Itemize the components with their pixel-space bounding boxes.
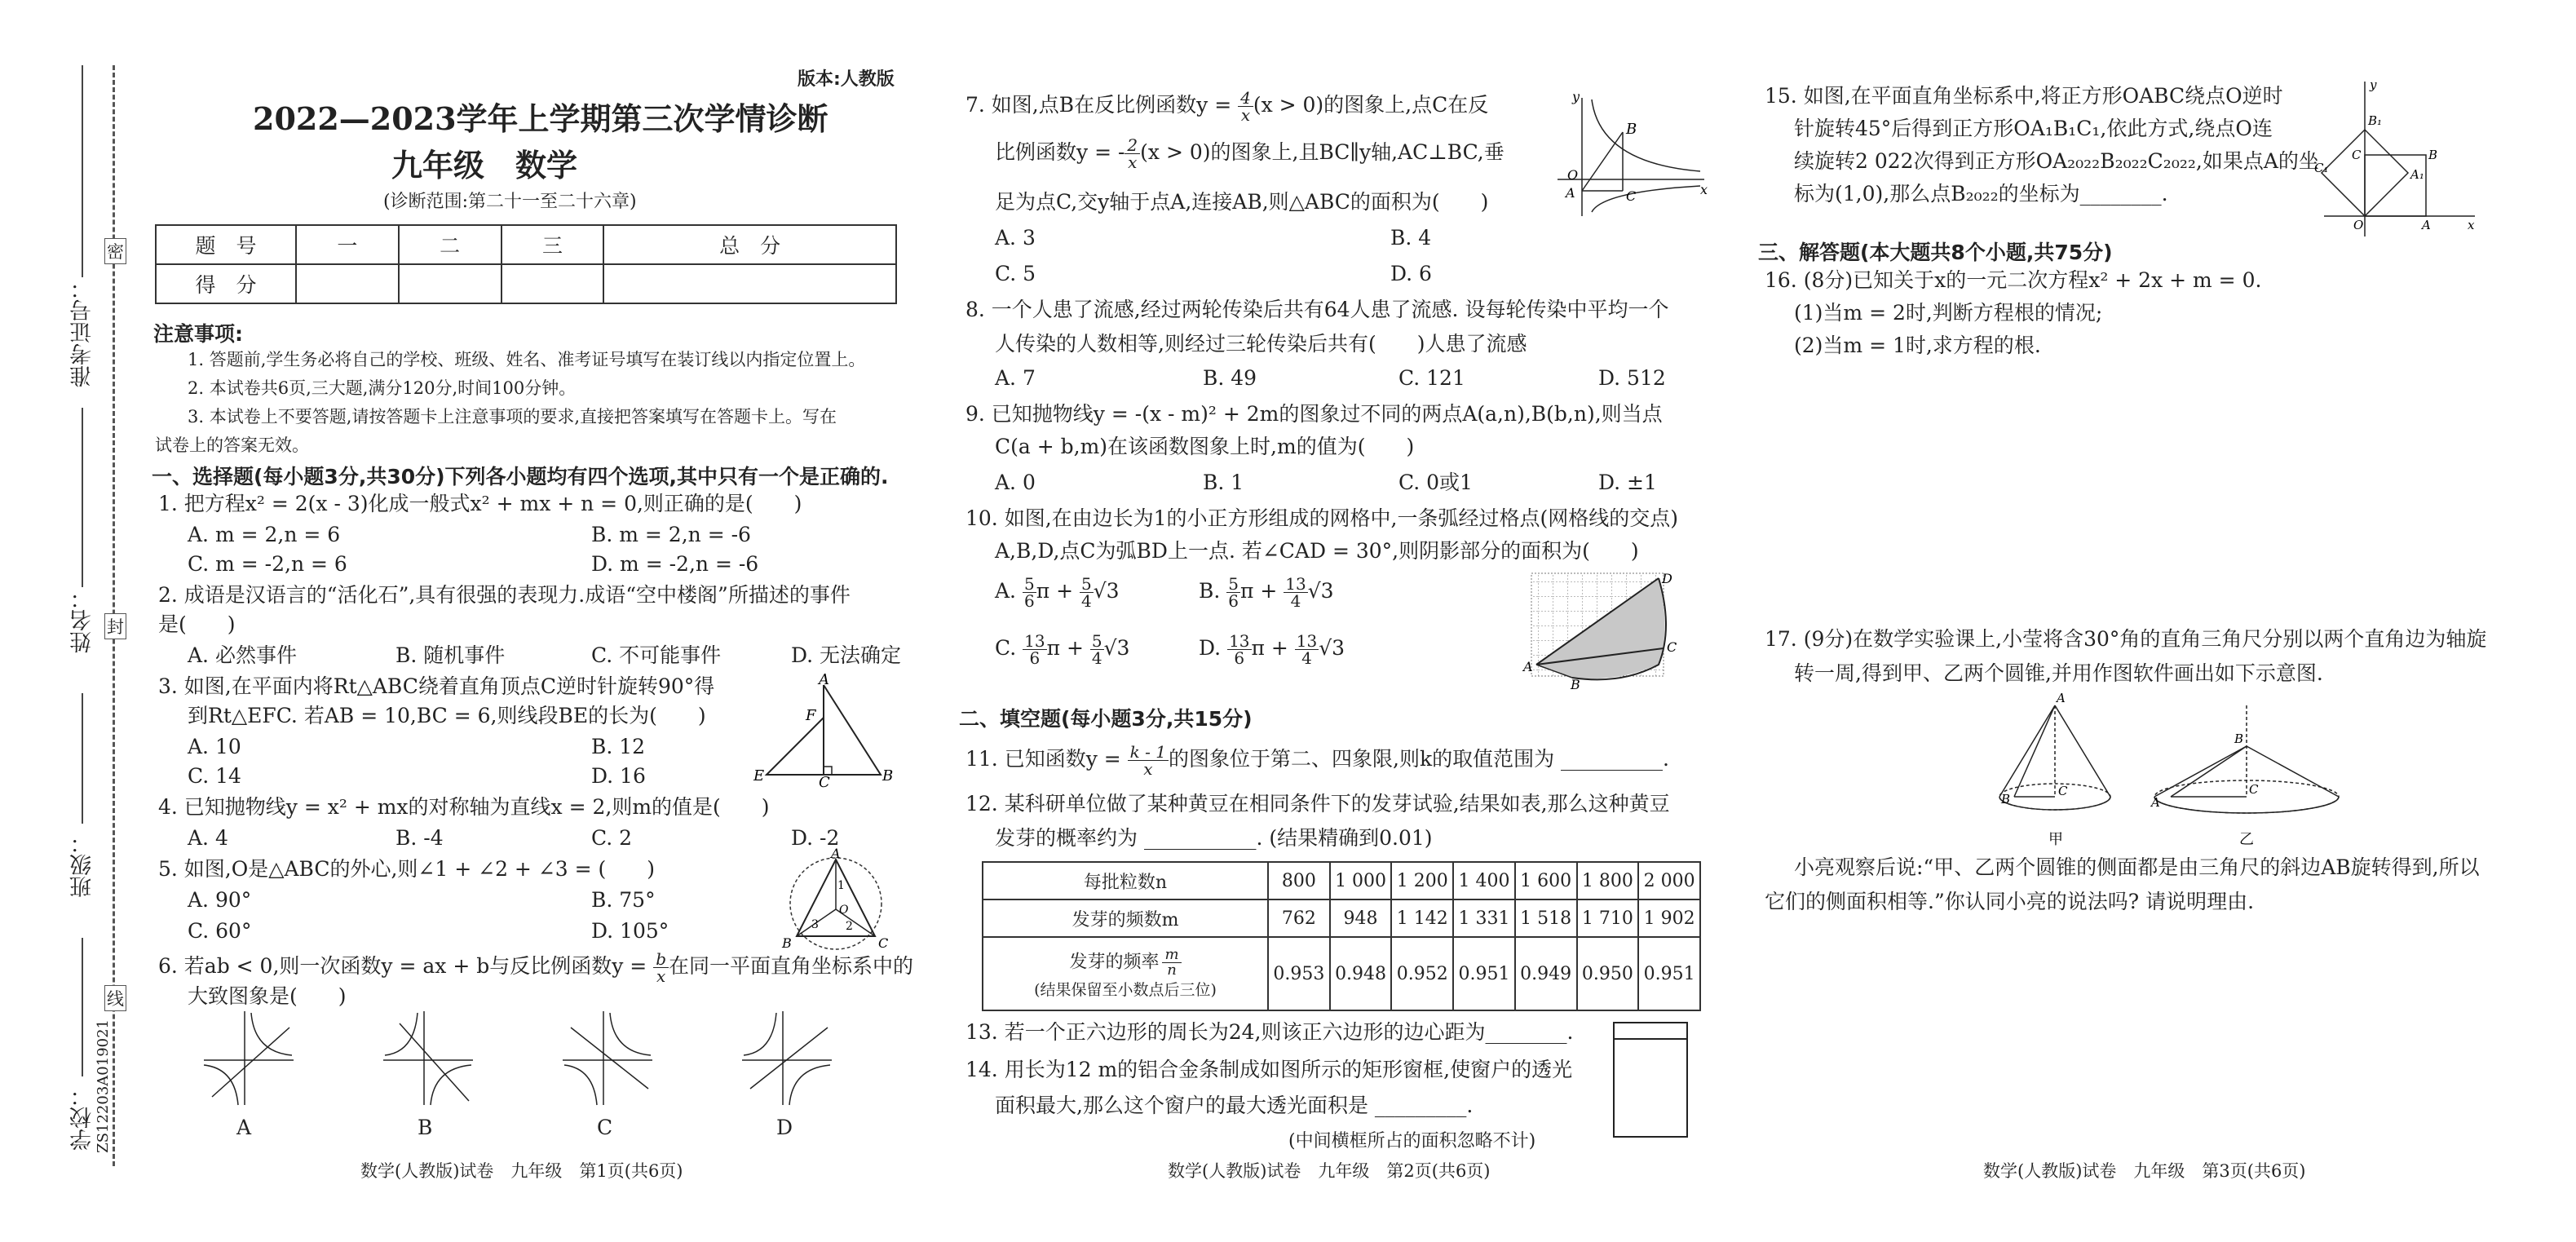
sidebar-underline-2	[82, 408, 83, 587]
q7-label-c: C	[1626, 188, 1637, 204]
q12-line-1: 12. 某科研单位做了某种黄豆在相同条件下的发芽试验,结果如表,那么这种黄豆	[965, 792, 1670, 815]
q6-graph-b	[383, 1011, 473, 1105]
q6-stem-1	[158, 951, 913, 984]
q10-opt-c	[995, 633, 1129, 666]
q15-figure	[2316, 77, 2479, 241]
q15-label-b: B	[2428, 148, 2438, 162]
page-1	[147, 0, 914, 1242]
q3-label-e: E	[753, 767, 765, 785]
q10-opt-letter: B.	[1199, 579, 1221, 603]
score-cell: 二	[399, 225, 502, 264]
q4-opt-b: B. -4	[395, 826, 444, 850]
cone-jia-label-b: B	[2001, 792, 2011, 807]
q2-stem-1: 2. 成语是汉语言的“活化石”,具有很强的表现力.成语“空中楼阁”所描述的事件	[158, 583, 851, 607]
q11-line	[965, 744, 1669, 777]
q4-opt-a: A. 4	[188, 826, 228, 850]
q10-frac-num: 13	[1229, 631, 1250, 651]
q16-line-3: (2)当m = 1时,求方程的根.	[1794, 334, 2041, 357]
q7-text: (x > 0)的图象上,且BC∥y轴,AC⊥BC,垂	[1140, 140, 1505, 164]
q10-frac-den: 4	[1301, 648, 1312, 668]
q10-frac-num: 5	[1080, 574, 1092, 594]
q8-line-1: 8. 一个人患了流感,经过两轮传染后共有64人患了流感. 设每轮传染中平均一个	[965, 298, 1669, 321]
q6-label-d: D	[776, 1116, 793, 1139]
table-cell: 0.952	[1391, 937, 1453, 1010]
q10-frac	[1090, 633, 1104, 666]
q8-opt-a: A. 7	[995, 366, 1036, 390]
table-cell: 2 000	[1638, 862, 1700, 899]
q10-frac-den: 4	[1290, 591, 1301, 611]
cone-jia-label-c: C	[2058, 784, 2068, 798]
q9-opt-c: C. 0或1	[1398, 471, 1473, 494]
q10-frac-den: 6	[1023, 591, 1035, 611]
q5-opt-b: B. 75°	[591, 888, 656, 912]
table-cell: 0.951	[1638, 937, 1700, 1010]
q5-label-a: A	[831, 846, 841, 861]
q7-frac-2-den: x	[1128, 152, 1138, 172]
q10-frac-den: 6	[1234, 648, 1245, 668]
table-cell: 1 000	[1330, 862, 1392, 899]
q10-frac-den: 4	[1080, 591, 1092, 611]
q16-line-1: 16. (8分)已知关于x的一元二次方程x² + 2x + m = 0.	[1765, 268, 2262, 292]
cone-yi-label-c: C	[2249, 782, 2259, 797]
q1-opt-c: C. m = -2,n = 6	[188, 552, 347, 576]
q10-opt-letter: A.	[995, 579, 1017, 603]
exam-scope: (诊断范围:第二十一至二十六章)	[383, 192, 637, 212]
q8-opt-d: D. 512	[1598, 366, 1666, 390]
q15-label-c1: C₁	[2314, 161, 2329, 175]
table-row-label	[983, 937, 1268, 1010]
freq-note: (结果保留至小数点后三位)	[1034, 981, 1217, 999]
q10-frac-num: 5	[1228, 574, 1239, 594]
q3-figure	[750, 671, 897, 791]
table-row-label: 每批粒数n	[983, 862, 1268, 899]
q3-opt-c: C. 14	[188, 764, 241, 788]
score-cell: 题 号	[156, 225, 296, 264]
table-cell: 0.953	[1268, 937, 1330, 1010]
q3-stem-1: 3. 如图,在平面内将Rt△ABC绕着直角顶点C逆时针旋转90°得	[158, 674, 715, 698]
school-label: 学校：	[70, 1085, 95, 1151]
table-cell: 1 142	[1391, 899, 1453, 937]
score-cell: 一	[296, 225, 399, 264]
q9-opt-d: D. ±1	[1598, 471, 1657, 494]
table-cell: 800	[1268, 862, 1330, 899]
q10-opt-letter: D.	[1199, 636, 1222, 660]
q7-text: 比例函数y = -	[995, 140, 1125, 164]
q17-line-4: 它们的侧面积相等.”你认同小亮的说法吗? 请说明理由.	[1765, 890, 2255, 913]
table-cell: 1 800	[1577, 862, 1639, 899]
q5-opt-c: C. 60°	[188, 919, 252, 943]
freq-label-text: 发芽的频率	[1069, 952, 1160, 973]
q8-line-2: 人传染的人数相等,则经过三轮传染后共有( )人患了流感	[995, 332, 1527, 356]
q15-label-a1: A₁	[2410, 167, 2424, 182]
q3-stem-2: 到Rt△EFC. 若AB = 10,BC = 6,则线段BE的长为( )	[188, 704, 706, 727]
q10-figure	[1523, 567, 1678, 692]
score-cell	[502, 264, 604, 303]
q2-opt-d: D. 无法确定	[791, 643, 902, 667]
q11-text: 11. 已知函数y =	[965, 747, 1128, 771]
table-cell: 1 902	[1638, 899, 1700, 937]
q5-figure	[779, 848, 893, 954]
q7-line-2	[995, 137, 1505, 170]
page-2	[954, 0, 1712, 1242]
sidebar-underline-1	[82, 65, 83, 277]
q10-frac	[1295, 633, 1319, 666]
q5-label-b: B	[782, 935, 792, 951]
q5-label-1: 1	[837, 879, 845, 892]
q7-label-a: A	[1566, 185, 1575, 201]
q10-frac	[1227, 633, 1251, 666]
q14-window-figure	[1611, 1019, 1692, 1142]
q10-opt-sqrt: √3	[1307, 579, 1334, 603]
q14-line-2: 面积最大,那么这个窗户的最大透光面积是 _________.	[995, 1094, 1474, 1117]
q4-stem: 4. 已知抛物线y = x² + mx的对称轴为直线x = 2,则m的值是( )	[158, 795, 770, 819]
exam-title: 2022—2023学年上学期第三次学情诊断	[253, 100, 828, 137]
cone-yi	[2150, 705, 2339, 848]
cone-jia	[1999, 691, 2110, 848]
q7-frac-1-den: x	[1240, 105, 1251, 125]
cone-yi-label-a: A	[2151, 795, 2160, 810]
page-1-footer: 数学(人教版)试卷 九年级 第1页(共6页)	[360, 1161, 683, 1181]
table-cell: 1 200	[1391, 862, 1453, 899]
score-cell: 总 分	[603, 225, 896, 264]
q9-line-2: C(a + b,m)在该函数图象上时,m的值为( )	[995, 435, 1415, 458]
q5-label-3: 3	[811, 918, 819, 931]
q10-opt-sqrt: √3	[1103, 636, 1130, 660]
q7-label-o: O	[1567, 167, 1579, 183]
q7-label-x: x	[1700, 182, 1708, 197]
q11-frac-num: k - 1	[1128, 744, 1169, 761]
q3-opt-b: B. 12	[591, 735, 646, 758]
notice-2: 2. 本试卷共6页,三大题,满分120分,时间100分钟。	[188, 378, 577, 398]
seal-char-top: 密	[104, 238, 126, 264]
q3-label-b: B	[882, 767, 894, 785]
notice-3: 3. 本试卷上不要答题,请按答题卡上注意事项的要求,直接把答案填写在答题卡上。写在	[188, 407, 837, 427]
q10-frac-den: 4	[1091, 648, 1102, 668]
sidebar-underline-3	[82, 693, 83, 824]
table-row-label: 发芽的频数m	[983, 899, 1268, 937]
score-cell	[296, 264, 399, 303]
page-3-footer: 数学(人教版)试卷 九年级 第3页(共6页)	[1983, 1161, 2306, 1181]
section-3-heading: 三、解答题(本大题共8个小题,共75分)	[1758, 241, 2113, 264]
q10-frac-num: 5	[1023, 574, 1035, 594]
q5-opt-d: D. 105°	[591, 919, 669, 943]
page-2-footer: 数学(人教版)试卷 九年级 第2页(共6页)	[1168, 1161, 1491, 1181]
q10-frac	[1284, 576, 1307, 609]
q1-opt-b: B. m = 2,n = -6	[591, 523, 751, 546]
q3-opt-a: A. 10	[188, 735, 241, 758]
q8-opt-b: B. 49	[1203, 366, 1257, 390]
q9-opt-b: B. 1	[1203, 471, 1244, 494]
q10-frac-num: 13	[1285, 574, 1306, 594]
q13-line: 13. 若一个正六边形的周长为24,则该正六边形的边心距为________.	[965, 1020, 1574, 1044]
q10-opt-sqrt: √3	[1093, 579, 1120, 603]
q7-line-3: 足为点C,交y轴于点A,连接AB,则△ABC的面积为( )	[995, 190, 1489, 214]
q2-opt-a: A. 必然事件	[188, 643, 297, 667]
q7-frac-2	[1125, 137, 1140, 170]
q14-line-3: (中间横框所占的面积忽略不计)	[1288, 1131, 1536, 1151]
q10-frac	[1226, 576, 1240, 609]
table-cell: 762	[1268, 899, 1330, 937]
q6-figures	[196, 1003, 897, 1109]
table-cell: 0.948	[1330, 937, 1392, 1010]
q12-line-2: 发芽的概率约为 ___________. (结果精确到0.01)	[995, 826, 1433, 850]
q10-opt-d	[1199, 633, 1345, 666]
q3-opt-d: D. 16	[591, 764, 646, 788]
q7-line-1	[965, 90, 1488, 123]
q15-label-b1: B₁	[2368, 113, 2383, 128]
q6-frac-den: x	[656, 966, 666, 986]
score-table-header-row	[156, 225, 896, 264]
q2-opt-b: B. 随机事件	[395, 643, 506, 667]
q7-opt-c: C. 5	[995, 262, 1036, 285]
q10-frac-den: 6	[1029, 648, 1041, 668]
q10-frac-num: 13	[1024, 631, 1045, 651]
seal-char-mid: 封	[104, 613, 126, 639]
table-cell: 1 331	[1453, 899, 1515, 937]
q10-label-b: B	[1571, 677, 1580, 692]
table-cell: 0.950	[1577, 937, 1639, 1010]
q10-opt-pi: π +	[1240, 579, 1284, 603]
q15-line-1: 15. 如图,在平面直角坐标系中,将正方形OABC绕点O逆时	[1765, 84, 2283, 108]
q10-label-d: D	[1662, 571, 1672, 586]
q10-opt-b	[1199, 576, 1334, 609]
table-cell: 0.951	[1453, 937, 1515, 1010]
q16-line-2: (1)当m = 2时,判断方程根的情况;	[1794, 301, 2103, 325]
q7-label-y: y	[1572, 89, 1580, 104]
q10-frac	[1080, 576, 1094, 609]
exam-id-label: 准考证号：	[70, 277, 95, 387]
q1-stem: 1. 把方程x² = 2(x - 3)化成一般式x² + mx + n = 0,则正确的是( )	[158, 492, 802, 515]
q10-label-a: A	[1523, 659, 1533, 674]
q10-frac-num: 5	[1091, 631, 1102, 651]
seal-char-bottom: 线	[104, 985, 126, 1011]
q7-opt-b: B. 4	[1390, 226, 1432, 250]
q15-label-x: x	[2468, 218, 2475, 232]
q17-line-2: 转一周,得到甲、乙两个圆锥,并用作图软件画出如下示意图.	[1794, 661, 2323, 685]
q10-line-2: A,B,D,点C为弧BD上一点. 若∠CAD = 30°,则阴影部分的面积为( )	[995, 539, 1639, 563]
q11-frac	[1128, 744, 1169, 777]
q9-line-1: 9. 已知抛物线y = -(x - m)² + 2m的图象过不同的两点A(a,n),B(b,n),则当点	[965, 402, 1663, 426]
q11-frac-den: x	[1143, 759, 1153, 779]
q6-frac-num: b	[653, 951, 669, 968]
notice-1: 1. 答题前,学生务必将自己的学校、班级、姓名、准考证号填写在装订线以内指定位置上。	[188, 350, 866, 369]
q1-opt-d: D. m = -2,n = -6	[591, 552, 759, 576]
q12-germination-table	[982, 861, 1701, 1011]
score-cell	[399, 264, 502, 303]
q7-text: (x > 0)的图象上,点C在反	[1253, 93, 1489, 117]
q7-frac-2-num: 2	[1125, 137, 1140, 154]
q7-frac-1-num: 4	[1238, 90, 1253, 107]
q10-opt-letter: C.	[995, 636, 1017, 660]
paper-code: ZS12203A019021	[95, 1019, 112, 1153]
q7-frac-1	[1238, 90, 1253, 123]
q6-stem-text-b: 在同一平面直角坐标系中的	[669, 954, 914, 978]
q8-opt-c: C. 121	[1398, 366, 1465, 390]
q15-line-2: 针旋转45°后得到正方形OA₁B₁C₁,依此方式,绕点O连	[1794, 117, 2273, 140]
q5-label-2: 2	[846, 920, 853, 933]
q6-label-b: B	[418, 1116, 433, 1139]
exam-subtitle: 九年级 数学	[391, 147, 578, 183]
table-cell: 1 600	[1515, 862, 1577, 899]
q15-line-3: 续旋转2 022次得到正方形OA₂₀₂₂B₂₀₂₂C₂₀₂₂,如果点A的坐	[1794, 149, 2319, 173]
q17-cone-figures	[1965, 689, 2389, 852]
q7-figure	[1549, 90, 1712, 220]
q2-stem-2: 是( )	[158, 612, 236, 636]
q14-line-1: 14. 用长为12 m的铝合金条制成如图所示的矩形窗框,使窗户的透光	[965, 1058, 1573, 1081]
q5-label-c: C	[878, 935, 889, 951]
q1-opt-a: A. m = 2,n = 6	[188, 523, 341, 546]
name-label: 姓名：	[70, 587, 95, 653]
table-row	[983, 937, 1700, 1010]
q5-stem: 5. 如图,O是△ABC的外心,则∠1 + ∠2 + ∠3 = ( )	[158, 857, 656, 881]
q10-opt-sqrt: √3	[1319, 636, 1345, 660]
freq-frac-den: n	[1167, 961, 1177, 979]
q11-text: 的图象位于第二、四象限,则k的取值范围为 __________.	[1169, 747, 1669, 771]
table-row	[983, 862, 1700, 899]
q17-line-3: 小亮观察后说:“甲、乙两个圆锥的侧面都是由三角尺的斜边AB旋转得到,所以	[1794, 855, 2480, 879]
q10-line-1: 10. 如图,在由边长为1的小正方形组成的网格中,一条弧经过格点(网格线的交点)	[965, 506, 1679, 530]
q6-fraction	[653, 951, 669, 984]
q15-label-c: C	[2352, 148, 2362, 162]
q10-opt-pi: π +	[1046, 636, 1090, 660]
score-table-score-row	[156, 264, 896, 303]
cone-yi-label-b: B	[2234, 731, 2244, 746]
page-3	[1753, 0, 2552, 1242]
q6-graph-d	[742, 1011, 832, 1105]
q10-frac-den: 6	[1228, 591, 1239, 611]
q3-label-a: A	[819, 671, 829, 688]
q6-stem-2: 大致图象是( )	[188, 984, 347, 1008]
q10-frac-num: 13	[1296, 631, 1318, 651]
q7-opt-d: D. 6	[1390, 262, 1432, 285]
q3-label-c: C	[819, 774, 830, 791]
q3-label-f: F	[806, 707, 816, 724]
q17-line-1: 17. (9分)在数学实验课上,小莹将含30°角的直角三角尺分别以两个直角边为轴旋	[1765, 627, 2487, 651]
score-cell: 三	[502, 225, 604, 264]
q10-opt-pi: π +	[1036, 579, 1080, 603]
section-1-heading: 一、选择题(每小题3分,共30分)下列各小题均有四个选项,其中只有一个是正确的.	[152, 465, 889, 488]
q15-label-a: A	[2422, 218, 2431, 232]
q15-line-4: 标为(1,0),那么点B₂₀₂₂的坐标为________.	[1794, 182, 2168, 206]
freq-frac	[1162, 948, 1181, 978]
q10-frac	[1023, 633, 1046, 666]
q10-frac	[1023, 576, 1036, 609]
version-label: 版本:人教版	[798, 69, 895, 90]
table-cell: 1 518	[1515, 899, 1577, 937]
q10-opt-a	[995, 576, 1120, 609]
cone-yi-caption: 乙	[2239, 831, 2254, 848]
notice-title: 注意事项:	[153, 322, 243, 346]
freq-frac-num: m	[1162, 948, 1181, 963]
q6-label-a: A	[236, 1116, 252, 1139]
q6-label-c: C	[597, 1116, 613, 1139]
score-table	[155, 224, 897, 304]
table-cell: 0.949	[1515, 937, 1577, 1010]
q6-stem-text: 6. 若ab < 0,则一次函数y = ax + b与反比例函数y =	[158, 954, 654, 978]
q5-opt-a: A. 90°	[188, 888, 252, 912]
table-cell: 1 710	[1577, 899, 1639, 937]
q10-label-c: C	[1667, 639, 1677, 655]
class-label: 班级：	[70, 832, 95, 898]
q7-opt-a: A. 3	[995, 226, 1036, 250]
table-cell: 948	[1330, 899, 1392, 937]
q7-text: 7. 如图,点B在反比例函数y =	[965, 93, 1239, 117]
score-cell	[603, 264, 896, 303]
q9-opt-a: A. 0	[995, 471, 1036, 494]
q5-label-o: O	[839, 904, 849, 917]
q6-graph-a	[204, 1011, 294, 1105]
score-cell: 得 分	[156, 264, 296, 303]
q15-label-o: O	[2353, 218, 2364, 232]
cone-jia-label-a: A	[2057, 691, 2066, 705]
q4-opt-c: C. 2	[591, 826, 633, 850]
notice-4: 试卷上的答案无效。	[155, 435, 309, 455]
q10-opt-pi: π +	[1251, 636, 1295, 660]
sidebar-underline-4	[82, 938, 83, 1076]
table-row	[983, 899, 1700, 937]
q4-opt-d: D. -2	[791, 826, 840, 850]
q2-opt-c: C. 不可能事件	[591, 643, 722, 667]
table-cell: 1 400	[1453, 862, 1515, 899]
q6-graph-c	[563, 1011, 652, 1105]
q15-label-y: y	[2370, 77, 2377, 92]
freq-label	[987, 948, 1264, 978]
cone-jia-caption: 甲	[2048, 831, 2063, 848]
section-2-heading: 二、填空题(每小题3分,共15分)	[959, 707, 1253, 731]
q7-label-b: B	[1626, 121, 1637, 138]
